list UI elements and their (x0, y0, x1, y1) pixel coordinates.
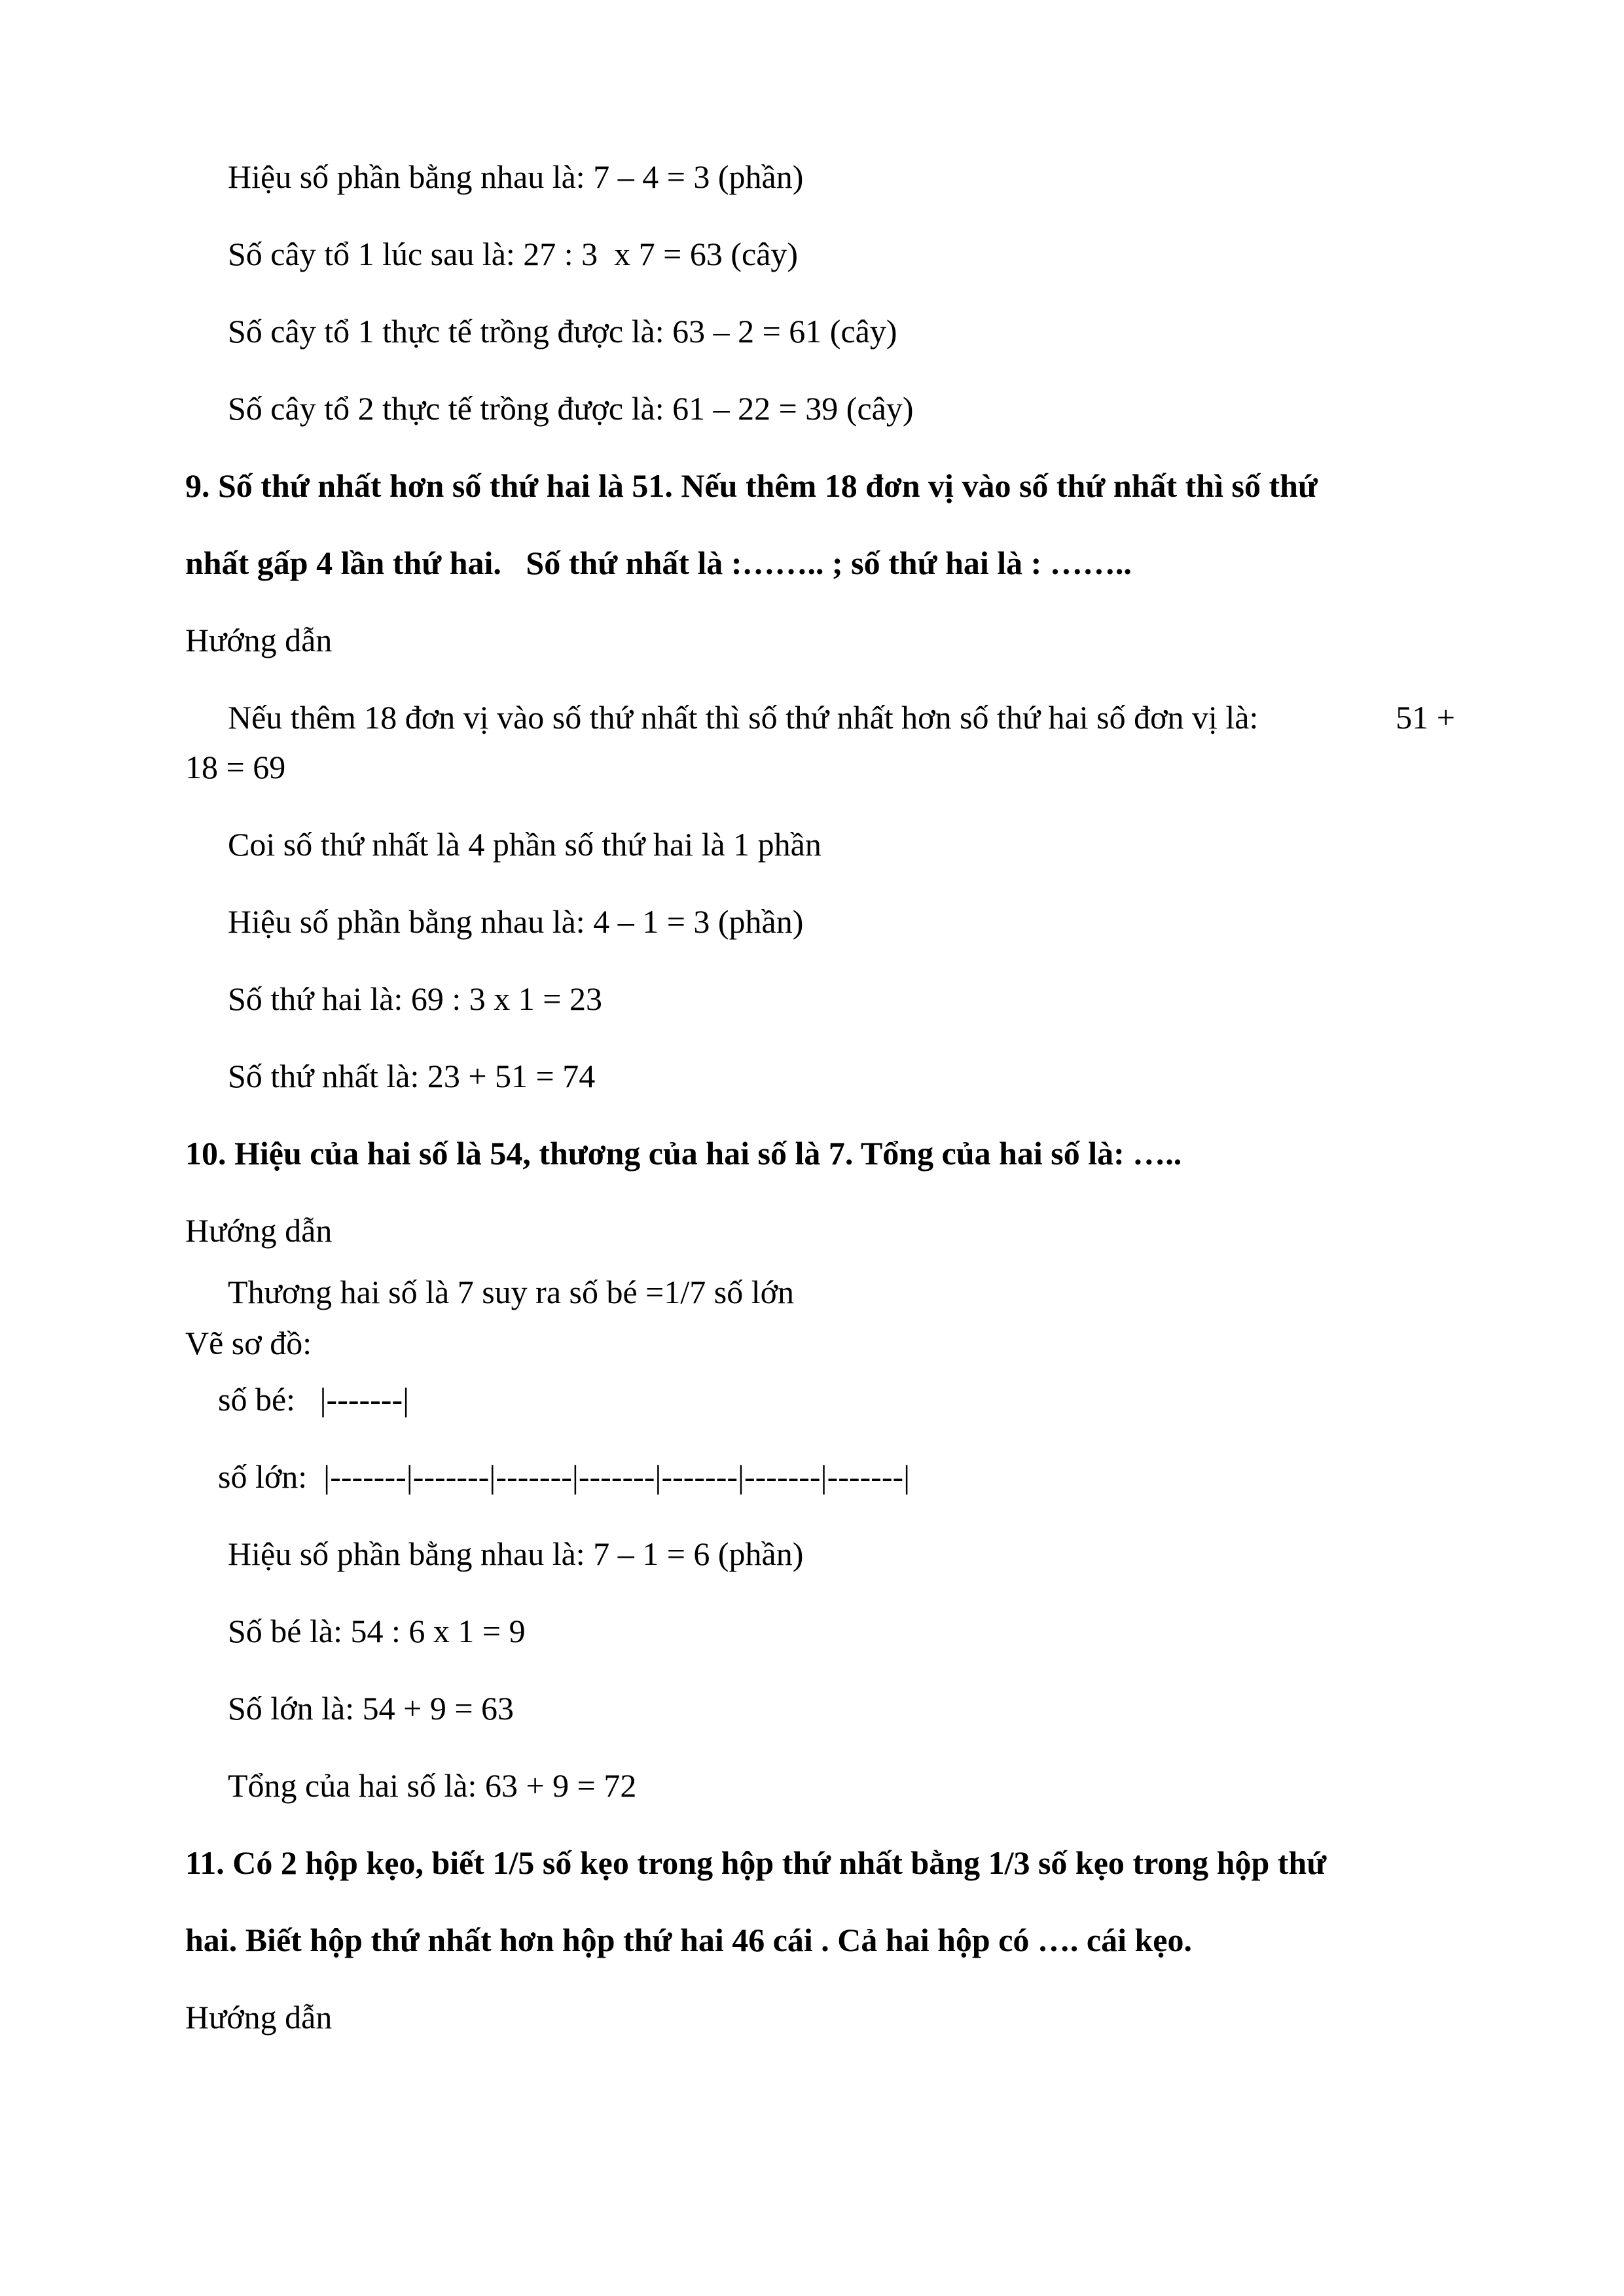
solution-line: Hiệu số phần bằng nhau là: 4 – 1 = 3 (phần) (228, 903, 804, 940)
solution-line: Tổng của hai số là: 63 + 9 = 72 (228, 1767, 637, 1804)
guide-heading: Hướng dẫn (185, 622, 333, 658)
solution-line: Hiệu số phần bằng nhau là: 7 – 1 = 6 (phần) (228, 1535, 804, 1572)
solution-line: 18 = 69 (185, 749, 286, 785)
solution-line: Coi số thứ nhất là 4 phần số thứ hai là 1 phần (228, 826, 821, 863)
solution-line: Số cây tổ 1 thực tế trồng được là: 63 – 2 = 61 (cây) (228, 313, 897, 350)
solution-line: Số thứ nhất là: 23 + 51 = 74 (228, 1058, 596, 1094)
solution-line: Nếu thêm 18 đơn vị vào số thứ nhất thì số thứ nhất hơn số thứ hai số đơn vị là: (228, 699, 1259, 736)
question-9-line-2: nhất gấp 4 lần thứ hai. Số thứ nhất là :…….. ; số thứ hai là : …….. (185, 545, 1132, 581)
question-11-line-2: hai. Biết hộp thứ nhất hơn hộp thứ hai 46 cái . Cả hai hộp có …. cái kẹo. (185, 1922, 1192, 1958)
solution-line: Vẽ sơ đồ: (185, 1325, 312, 1361)
diagram-small-number: số bé: |-------| (218, 1381, 410, 1418)
diagram-large-number: số lớn: |-------|-------|-------|-------|-------|-------|-------| (218, 1458, 911, 1495)
question-11-line-1: 11. Có 2 hộp kẹo, biết 1/5 số kẹo trong hộp thứ nhất bằng 1/3 số kẹo trong hộp thứ (185, 1844, 1327, 1881)
question-9-line-1: 9. Số thứ nhất hơn số thứ hai là 51. Nếu thêm 18 đơn vị vào số thứ nhất thì số thứ (185, 467, 1318, 504)
solution-line: Số bé là: 54 : 6 x 1 = 9 (228, 1613, 526, 1649)
solution-line: Số thứ hai là: 69 : 3 x 1 = 23 (228, 980, 602, 1017)
solution-line: Hiệu số phần bằng nhau là: 7 – 4 = 3 (phần) (228, 158, 804, 195)
solution-line: Số cây tổ 2 thực tế trồng được là: 61 – 22 = 39 (cây) (228, 390, 914, 427)
guide-heading: Hướng dẫn (185, 1212, 333, 1249)
guide-heading: Hướng dẫn (185, 1999, 333, 2036)
solution-line-end: 51 + (1396, 699, 1455, 736)
question-10: 10. Hiệu của hai số là 54, thương của hai số là 7. Tổng của hai số là: ….. (185, 1135, 1182, 1172)
solution-line: Số cây tổ 1 lúc sau là: 27 : 3 x 7 = 63 (cây) (228, 236, 799, 272)
solution-line: Thương hai số là 7 suy ra số bé =1/7 số lớn (228, 1274, 795, 1310)
solution-line: Số lớn là: 54 + 9 = 63 (228, 1690, 514, 1727)
